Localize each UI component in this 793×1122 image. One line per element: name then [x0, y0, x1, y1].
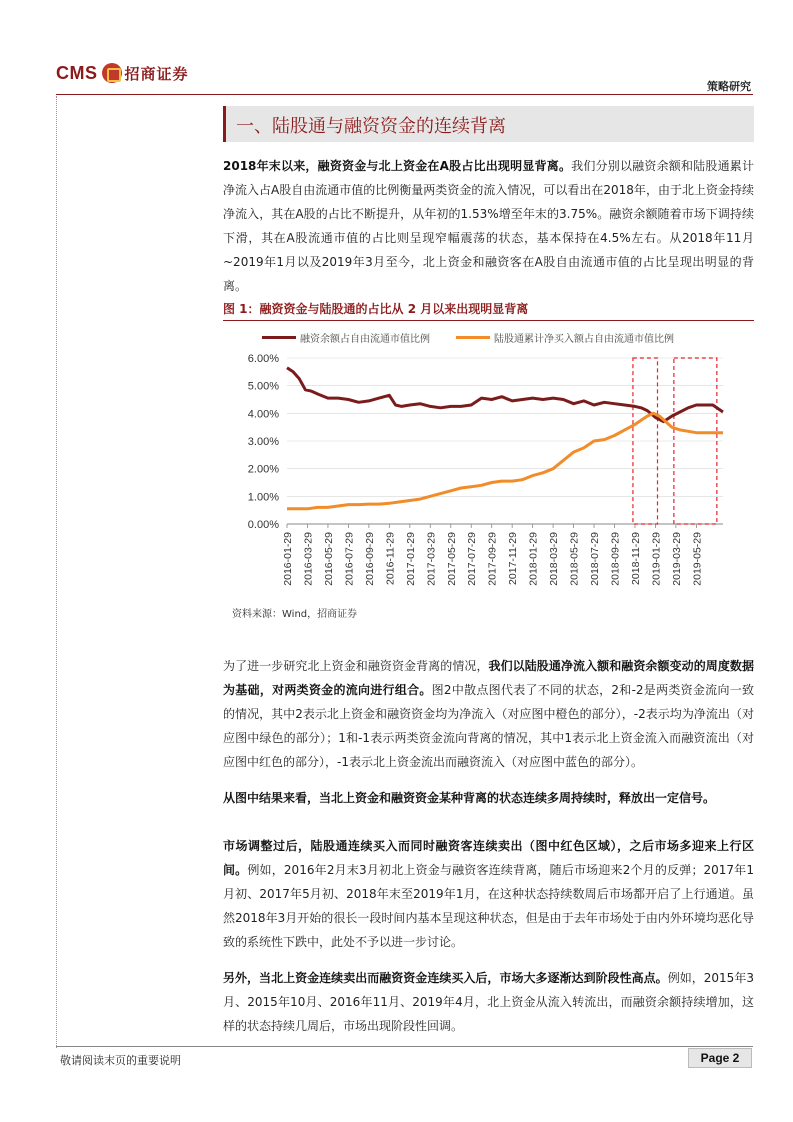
y-tick-label: 1.00%	[247, 491, 279, 504]
blue-zone-paragraph	[223, 966, 754, 1038]
x-tick-label: 2018-11-29	[629, 532, 642, 585]
x-tick-label: 2019-01-29	[650, 532, 663, 586]
x-tick-label: 2017-07-29	[466, 532, 479, 586]
chart-legend	[228, 330, 748, 348]
footer-divider	[56, 1046, 753, 1047]
x-tick-label: 2019-03-29	[670, 532, 683, 586]
x-tick-label: 2016-03-29	[302, 532, 315, 586]
x-tick-label: 2018-03-29	[548, 532, 561, 586]
y-tick-label: 5.00%	[247, 380, 279, 393]
x-tick-label: 2018-01-29	[527, 532, 540, 586]
x-tick-label: 2017-03-29	[425, 532, 438, 586]
line-chart	[223, 348, 754, 600]
method-body: 图2中散点图代表了不同的状态，2和-2是两类资金流向一致的情况，其中2表示北上资金和融资资金均为净流入（对应图中橙色的部分），-2表示均为净流出（对应图中绿色的部分）；1和-1表示两类资金流向背离的情况，其中1表示北上资金流入而融资流出（对应图中红色的部分），-1表示北上资金流出而融资流入（对应图中蓝色的部分）。	[223, 683, 754, 769]
red-zone-body: 例如，2016年2月末3月初北上资金与融资客连续背离，随后市场迎来2个月的反弹；2017年1月初、2017年5月初、2018年末至2019年1月，在这种状态持续数周后市场都开启了上行通道。虽然2018年3月开始的很长一段时间内基本呈现这种状态，但是由于去年市场处于由内外环境均恶化导致的系统性下跌中，此处不予以进一步讨论。	[223, 863, 754, 949]
red-zone-paragraph	[223, 834, 754, 954]
figure-title: 图 1：融资资金与陆股通的占比从 2 月以来出现明显背离	[223, 302, 529, 316]
figure-source: 资料来源：Wind，招商证券	[232, 609, 358, 620]
x-tick-label: 2018-09-29	[609, 532, 622, 586]
x-tick-label: 2017-11-29	[507, 532, 520, 585]
legend-label-northbound: 陆股通累计净买入额占自由流通市值比例	[494, 334, 674, 345]
logo-emblem-icon	[102, 63, 122, 83]
y-tick-label: 2.00%	[247, 463, 279, 476]
legend-label-margin: 融资余额占自由流通市值比例	[300, 334, 430, 345]
figure-divider	[223, 320, 754, 321]
x-tick-label: 2018-05-29	[568, 532, 581, 586]
logo-chinese-name: 招商证券	[124, 64, 189, 83]
page-number: Page 2	[688, 1048, 752, 1068]
y-tick-label: 0.00%	[247, 519, 279, 531]
legend-item-margin	[262, 330, 430, 345]
x-tick-label: 2016-01-29	[282, 532, 294, 586]
x-tick-label: 2016-11-29	[384, 532, 397, 585]
x-tick-label: 2017-09-29	[486, 532, 499, 586]
margin-rule	[56, 96, 57, 1048]
x-tick-label: 2016-07-29	[343, 532, 356, 586]
x-tick-label: 2017-01-29	[404, 532, 417, 586]
legend-swatch-northbound	[456, 336, 490, 339]
legend-swatch-margin	[262, 336, 296, 339]
intro-lead: 2018年末以来，融资资金与北上资金在A股占比出现明显背离。	[223, 159, 572, 173]
blue-zone-body: 例如，2015年3月、2015年10月、2016年11月、2019年4月，北上资金从流入转流出，而融资余额持续增加，这样的状态持续几周后，市场出现阶段性回调。	[223, 971, 754, 1033]
x-tick-label: 2016-05-29	[322, 532, 335, 586]
conclusion-text: 从图中结果来看，当北上资金和融资资金某种背离的状态连续多周持续时，释放出一定信号。	[223, 791, 716, 805]
x-tick-label: 2017-05-29	[445, 532, 458, 586]
blue-zone-lead: 另外，当北上资金连续卖出而融资资金连续买入后，市场大多逐渐达到阶段性高点。	[223, 971, 668, 985]
intro-paragraph	[223, 154, 754, 298]
legend-item-northbound	[456, 330, 674, 345]
y-tick-label: 4.00%	[247, 408, 279, 421]
y-tick-label: 3.00%	[247, 436, 279, 448]
method-lead: 我们以陆股通净流入额和融资余额变动的周度数据为基础，对两类资金的流向进行组合。	[223, 659, 754, 697]
method-paragraph	[223, 654, 754, 774]
x-tick-label: 2016-09-29	[363, 532, 376, 586]
x-tick-label: 2018-07-29	[589, 532, 602, 586]
x-tick-label: 2019-05-29	[691, 532, 704, 586]
intro-body: 我们分别以融资余额和陆股通累计净流入占A股自由流通市值的比例衡量两类资金的流入情况，可以看出在2018年，由于北上资金持续净流入，其在A股的占比不断提升，从年初的1.53%增至年末的3.75%。融资余额随着市场下调持续下滑，其在A股流通市值的占比则呈现窄幅震荡的状态，基本保持在4.5%左右。从2018年11月~2019年1月以及2019年3月至今，北上资金和融资客在A股自由流通市值的占比呈现出明显的背离。	[223, 159, 754, 293]
section-title: 一、陆股通与融资资金的连续背离	[236, 116, 506, 137]
y-tick-label: 6.00%	[247, 353, 279, 365]
company-logo	[56, 62, 189, 84]
section-header	[223, 106, 754, 142]
conclusion-paragraph	[223, 786, 754, 810]
report-category: 策略研究	[707, 80, 751, 93]
red-zone-lead: 市场调整过后，陆股通连续买入而同时融资客连续卖出（图中红色区域），之后市场多迎来上行区间。	[223, 839, 754, 877]
logo-text: CMS	[56, 62, 98, 83]
header-divider	[56, 94, 753, 95]
footer-disclaimer: 敬请阅读末页的重要说明	[60, 1054, 181, 1067]
method-intro: 为了进一步研究北上资金和融资资金背离的情况，	[223, 659, 489, 673]
